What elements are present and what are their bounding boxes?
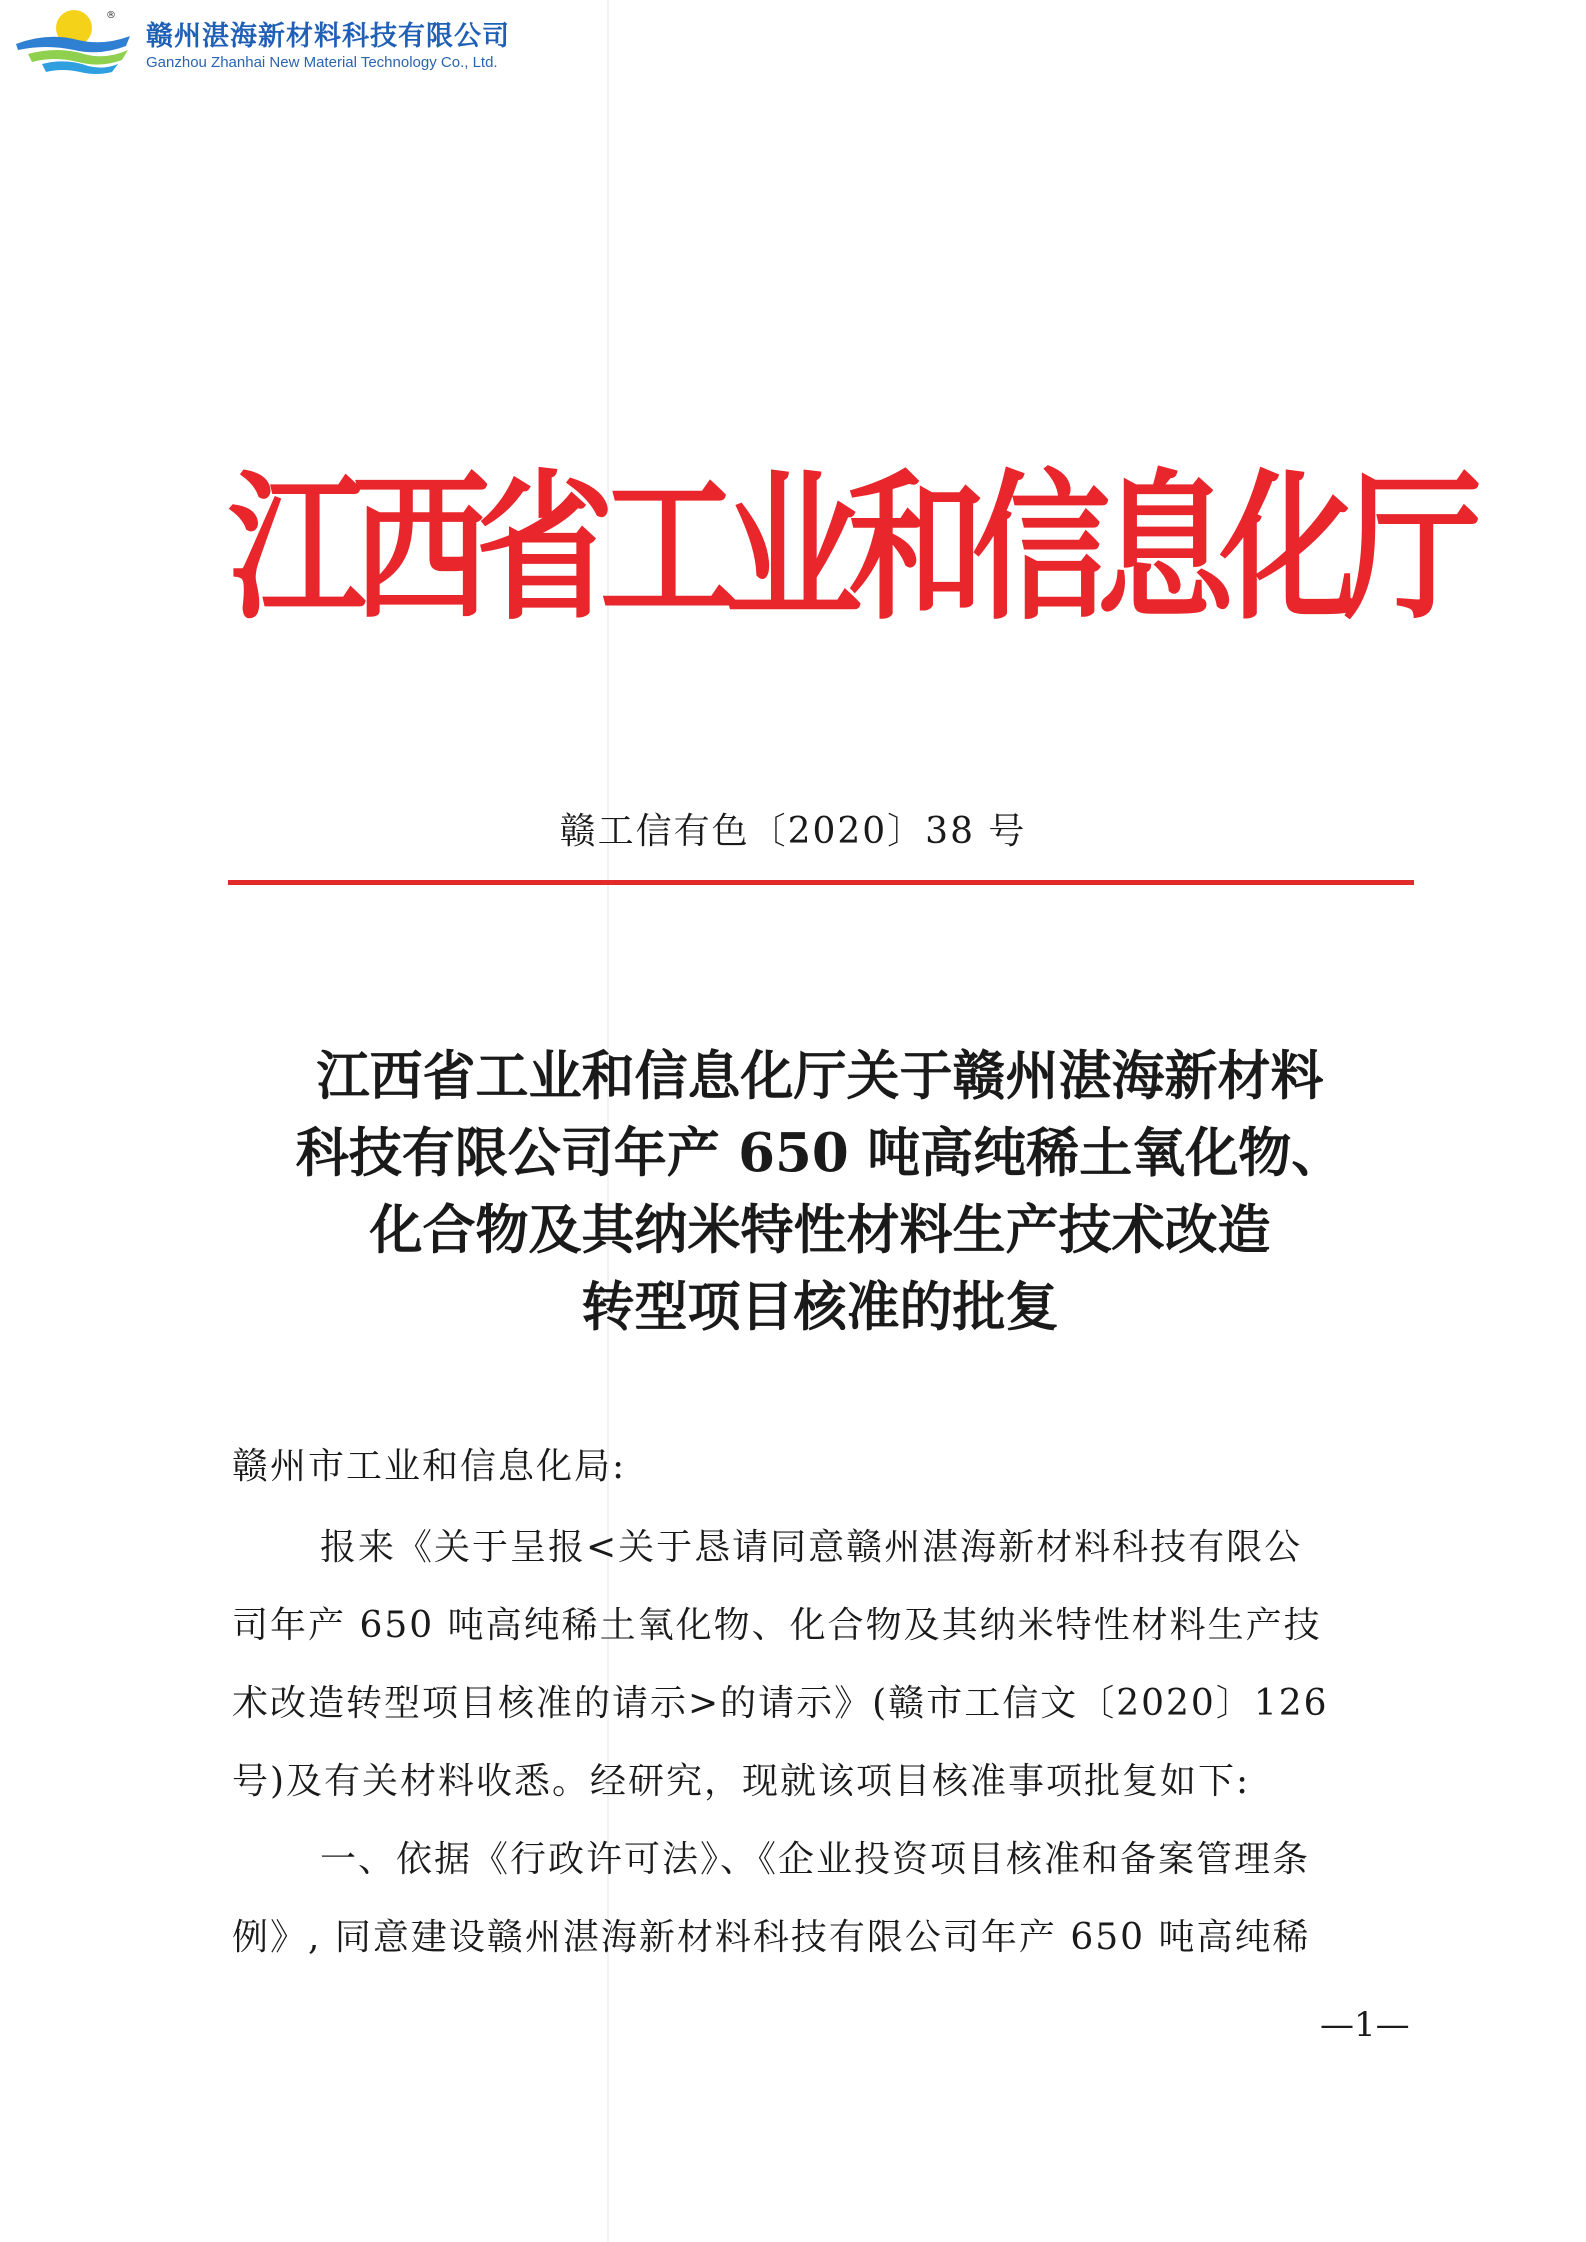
body-line: 司年产 650 吨高纯稀土氧化物、化合物及其纳米特性材料生产技 xyxy=(232,1605,1322,1646)
addressee: 赣州市工业和信息化局: xyxy=(232,1446,627,1487)
body-line: 例》, 同意建设赣州湛海新材料科技有限公司年产 650 吨高纯稀 xyxy=(232,1917,1311,1958)
body-line: 报来《关于呈报<关于恳请同意赣州湛海新材料科技有限公 xyxy=(320,1527,1303,1568)
title-line: 化合物及其纳米特性材料生产技术改造 xyxy=(369,1199,1271,1261)
issuing-agency-heading: 江西省工业和信息化厅 xyxy=(228,452,1469,642)
red-separator-rule xyxy=(228,880,1414,885)
company-logo xyxy=(8,6,548,78)
body-paragraph-2 xyxy=(232,1821,1412,1977)
document-title xyxy=(200,1038,1440,1346)
company-name-en: Ganzhou Zhanhai New Material Technology Co., Ltd. xyxy=(146,54,498,71)
document-number: 赣工信有色〔2020〕38 号 xyxy=(559,811,1027,852)
title-line: 科技有限公司年产 650 吨高纯稀土氧化物、 xyxy=(295,1122,1345,1184)
zhanhai-company-logo-icon xyxy=(8,6,138,78)
title-line: 转型项目核准的批复 xyxy=(581,1276,1059,1338)
body-line: 一、依据《行政许可法》、《企业投资项目核准和备案管理条 xyxy=(320,1839,1311,1880)
page-number: —1— xyxy=(1320,2005,1410,2045)
body-line: 术改造转型项目核准的请示>的请示》(赣市工信文〔2020〕126 xyxy=(232,1683,1329,1724)
company-name-cn: 赣州湛海新材料科技有限公司 xyxy=(146,21,510,52)
title-line: 江西省工业和信息化厅关于赣州湛海新材料 xyxy=(316,1045,1324,1107)
registered-mark: ® xyxy=(106,10,116,21)
body-line: 号)及有关材料收悉。经研究，现就该项目核准事项批复如下: xyxy=(232,1761,1251,1802)
body-paragraph-1 xyxy=(232,1509,1412,1821)
